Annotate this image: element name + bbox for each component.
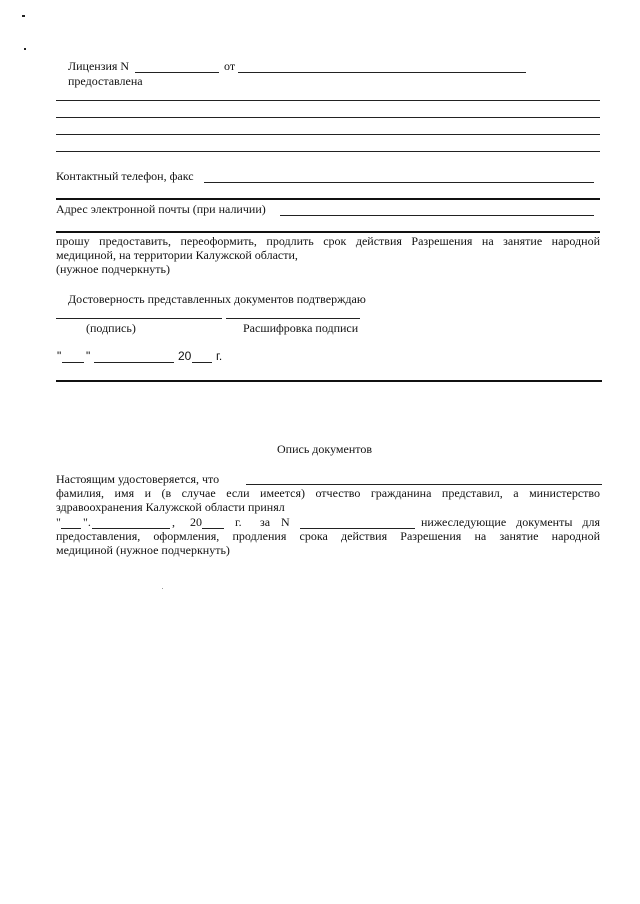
inv-comma: , bbox=[172, 515, 175, 529]
section-divider bbox=[56, 380, 602, 382]
confirm-text: Достоверность представленных документов подтверждаю bbox=[68, 292, 366, 306]
inv-year-suffix: г. bbox=[235, 515, 242, 529]
phone-fax-blank bbox=[204, 182, 594, 183]
inventory-title: Опись документов bbox=[277, 442, 373, 456]
inv-date-open-quote: " bbox=[56, 515, 61, 529]
inventory-line-3: здравоохранения Калужской области принял bbox=[56, 500, 285, 514]
scan-speck bbox=[24, 48, 26, 50]
inv-following-docs: нижеследующие документы для bbox=[421, 515, 600, 529]
email-label: Адрес электронной почты (при наличии) bbox=[56, 202, 266, 216]
phone-fax-label: Контактный телефон, факс bbox=[56, 169, 194, 183]
request-line-2: медициной, на территории Калужской области, bbox=[56, 248, 298, 262]
license-date-blank bbox=[238, 72, 526, 73]
inv-date-close-quote: ". bbox=[83, 515, 91, 529]
month-blank bbox=[94, 362, 174, 363]
request-line-3: (нужное подчеркнуть) bbox=[56, 262, 170, 276]
inventory-line-2: фамилия, имя и (в случае если имеется) отчество гражданина представил, а министерство bbox=[56, 486, 600, 500]
license-label: Лицензия N bbox=[68, 59, 130, 73]
signature-blank bbox=[56, 318, 222, 319]
year-prefix: 20 bbox=[178, 349, 192, 363]
scan-speck bbox=[22, 15, 25, 17]
separator-line bbox=[56, 231, 600, 233]
from-label: от bbox=[224, 59, 236, 73]
date-close-quote: " bbox=[86, 349, 91, 363]
day-blank bbox=[62, 362, 84, 363]
date-open-quote: " bbox=[57, 349, 62, 363]
decoding-caption: Расшифровка подписи bbox=[243, 321, 359, 335]
license-number-blank bbox=[135, 72, 219, 73]
scan-speck bbox=[162, 588, 163, 589]
certify-label: Настоящим удостоверяется, что bbox=[56, 472, 220, 486]
separator-line bbox=[56, 198, 600, 200]
granted-blank-line-3 bbox=[56, 134, 600, 135]
granted-label: предоставлена bbox=[68, 74, 143, 88]
granted-blank-line-2 bbox=[56, 117, 600, 118]
year-blank bbox=[192, 362, 212, 363]
inventory-line-6: медициной (нужное подчеркнуть) bbox=[56, 543, 230, 557]
year-suffix: г. bbox=[216, 349, 223, 363]
granted-blank-line-4 bbox=[56, 151, 600, 152]
inventory-line-5: предоставления, оформления, продления срока действия Разрешения на занятие народной bbox=[56, 529, 600, 543]
inv-number-label: N bbox=[281, 515, 290, 529]
citizen-name-blank bbox=[246, 484, 602, 485]
request-line-1: прошу предоставить, переоформить, продлить срок действия Разрешения на занятие народной bbox=[56, 234, 600, 248]
signature-caption: (подпись) bbox=[86, 321, 136, 335]
email-blank bbox=[280, 215, 594, 216]
inv-for-label: за bbox=[260, 515, 271, 529]
inv-year-text: 20 bbox=[190, 515, 202, 529]
granted-blank-line-1 bbox=[56, 100, 600, 101]
decoding-blank bbox=[226, 318, 360, 319]
